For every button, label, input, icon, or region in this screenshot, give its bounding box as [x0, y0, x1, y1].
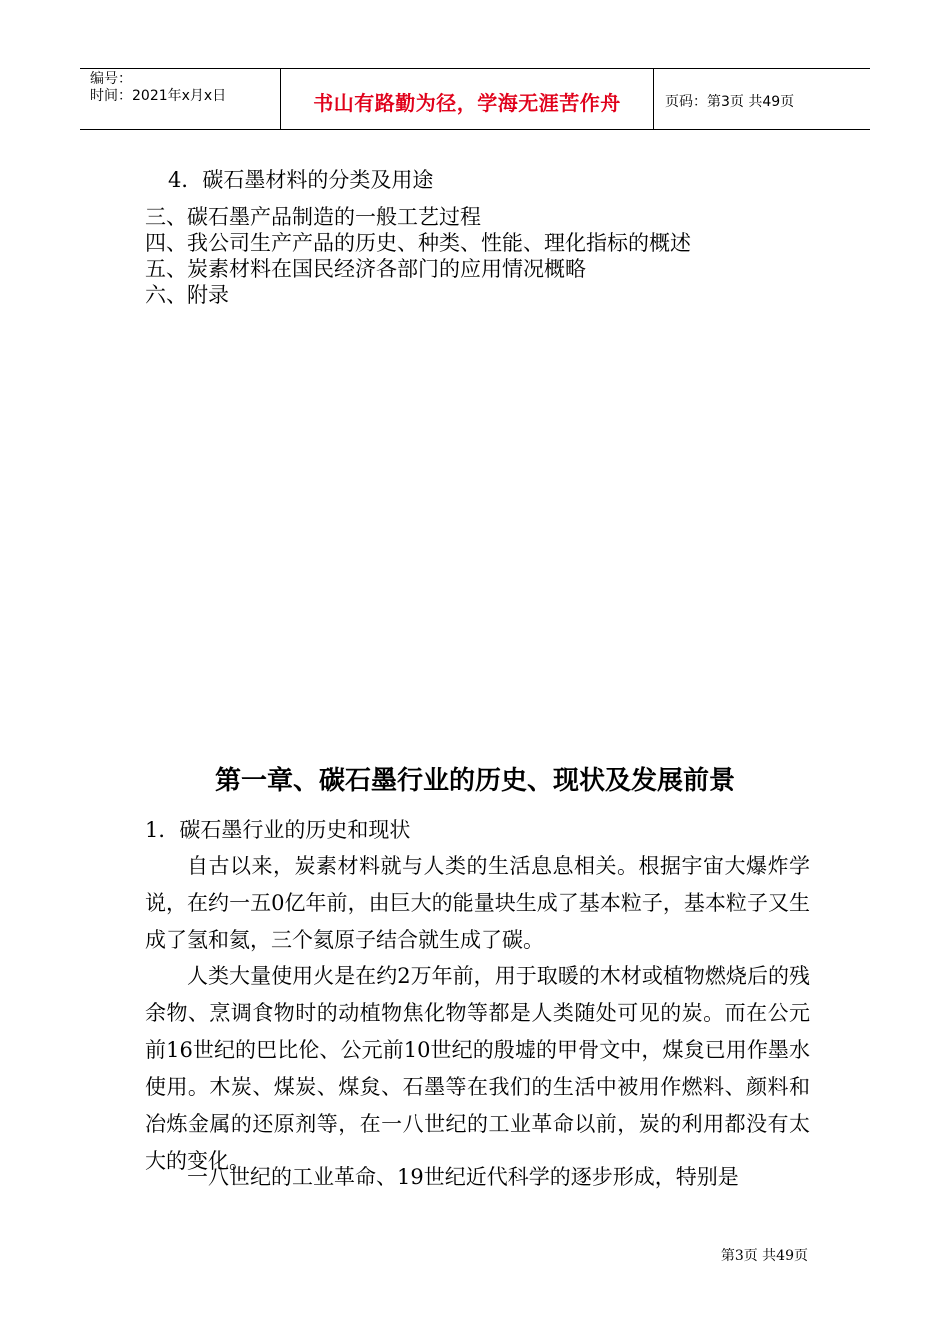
- toc-item: 五、炭素材料在国民经济各部门的应用情况概略: [145, 257, 586, 281]
- document-number-label: 编号：: [90, 71, 132, 87]
- header-meta-cell: [80, 69, 281, 129]
- body-paragraph: 人类大量使用火是在约2万年前，用于取暖的木材或植物燃烧后的残余物、烹调食物时的动植物焦化物等都是人类随处可见的炭。而在公元前16世纪的巴比伦、公元前10世纪的殷墟的甲骨文中，煤炱已用作墨水使用。木炭、煤炭、煤炱、石墨等在我们的生活中被用作燃料、颜料和冶炼金属的还原剂等，在一八世纪的工业革命以前，炭的利用都没有太大的变化。: [145, 964, 810, 1173]
- page-header: [80, 68, 870, 130]
- chapter-title: 第一章、碳石墨行业的历史、现状及发展前景: [214, 766, 735, 796]
- header-motto: 书山有路勤为径，学海无涯苦作舟: [313, 91, 621, 115]
- body-paragraph: 一八世纪的工业革命、19世纪近代科学的逐步形成，特别是: [187, 1165, 739, 1189]
- toc-item: 四、我公司生产产品的历史、种类、性能、理化指标的概述: [145, 231, 691, 255]
- toc-item: 4．碳石墨材料的分类及用途: [168, 168, 434, 192]
- header-page-cell: [655, 69, 870, 129]
- section-heading: 1．碳石墨行业的历史和现状: [145, 818, 411, 842]
- header-page-info: 页码：第3页 共49页: [665, 94, 795, 110]
- page-footer: 第3页 共49页: [720, 1248, 808, 1264]
- toc-item: 三、碳石墨产品制造的一般工艺过程: [145, 205, 481, 229]
- document-time-label: 时间：2021年x月x日: [90, 88, 227, 104]
- toc-item: 六、附录: [145, 283, 229, 307]
- body-paragraph: 自古以来，炭素材料就与人类的生活息息相关。根据宇宙大爆炸学说，在约一五0亿年前，由巨大的能量块生成了基本粒子，基本粒子又生成了氢和氦，三个氦原子结合就生成了碳。: [145, 854, 810, 952]
- header-motto-cell: [281, 69, 654, 129]
